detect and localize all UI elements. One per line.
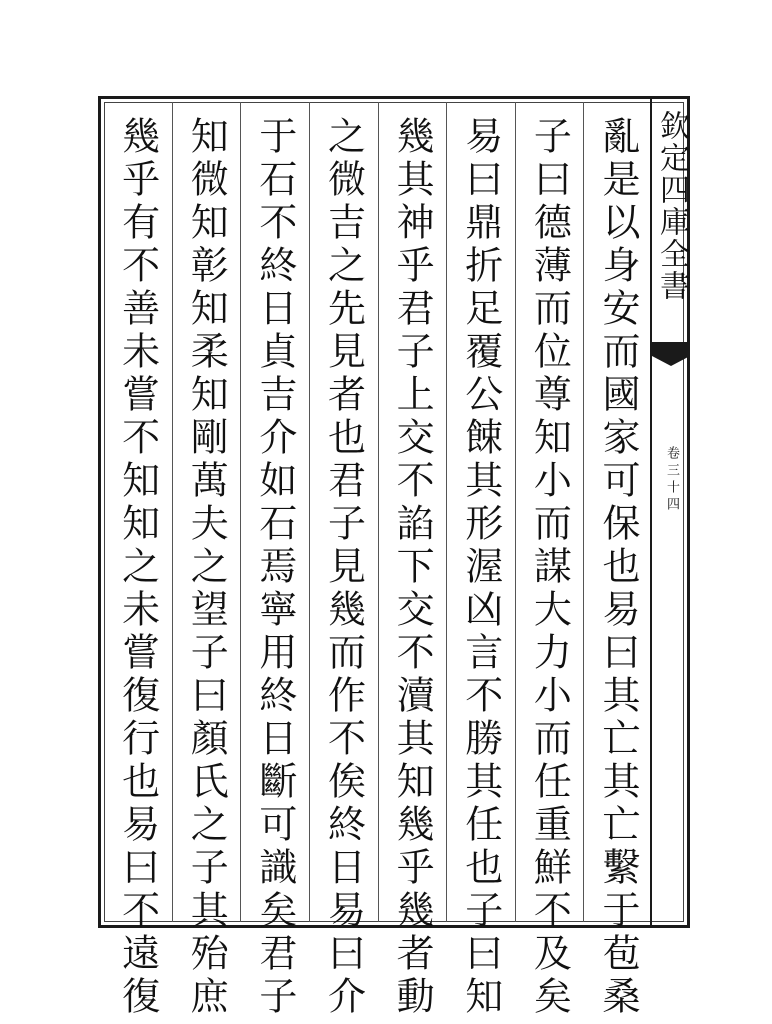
column-text: 子曰德薄而位尊知小而謀大力小而任重鮮不及矣 [527,116,572,1019]
juan-label: 卷三十四 [664,446,679,514]
book-page [98,96,690,1019]
text-columns [104,102,652,1019]
text-column [583,102,652,1019]
column-text: 之微吉之先見者也君子見幾而作不俟終日易曰介 [321,116,366,1019]
fishtail-mark [652,342,690,356]
column-text: 幾乎有不善未嘗不知知之未嘗復行也易曰不遠復 [115,116,160,1019]
text-column [309,102,378,1019]
text-column [378,102,447,1019]
text-column [240,102,309,1019]
text-column [104,102,172,1019]
column-text: 知微知彰知柔知剛萬夫之望子曰顏氏之子其殆庶 [184,116,229,1019]
column-text: 幾其神乎君子上交不諂下交不瀆其知幾乎幾者動 [390,116,435,1019]
column-text: 于石不終日貞吉介如石焉寧用終日斷可識矣君子 [252,116,297,1019]
column-text: 易曰鼎折足覆公餗其形渥凶言不勝其任也子曰知 [458,116,503,1019]
book-title: 欽定四庫全書 [654,110,689,302]
text-column [515,102,584,1019]
column-text: 亂是以身安而國家可保也易曰其亡其亡繫于苞桑 [596,116,640,1019]
text-column [172,102,241,1019]
page-margin-strip [650,96,690,928]
text-column [446,102,515,1019]
